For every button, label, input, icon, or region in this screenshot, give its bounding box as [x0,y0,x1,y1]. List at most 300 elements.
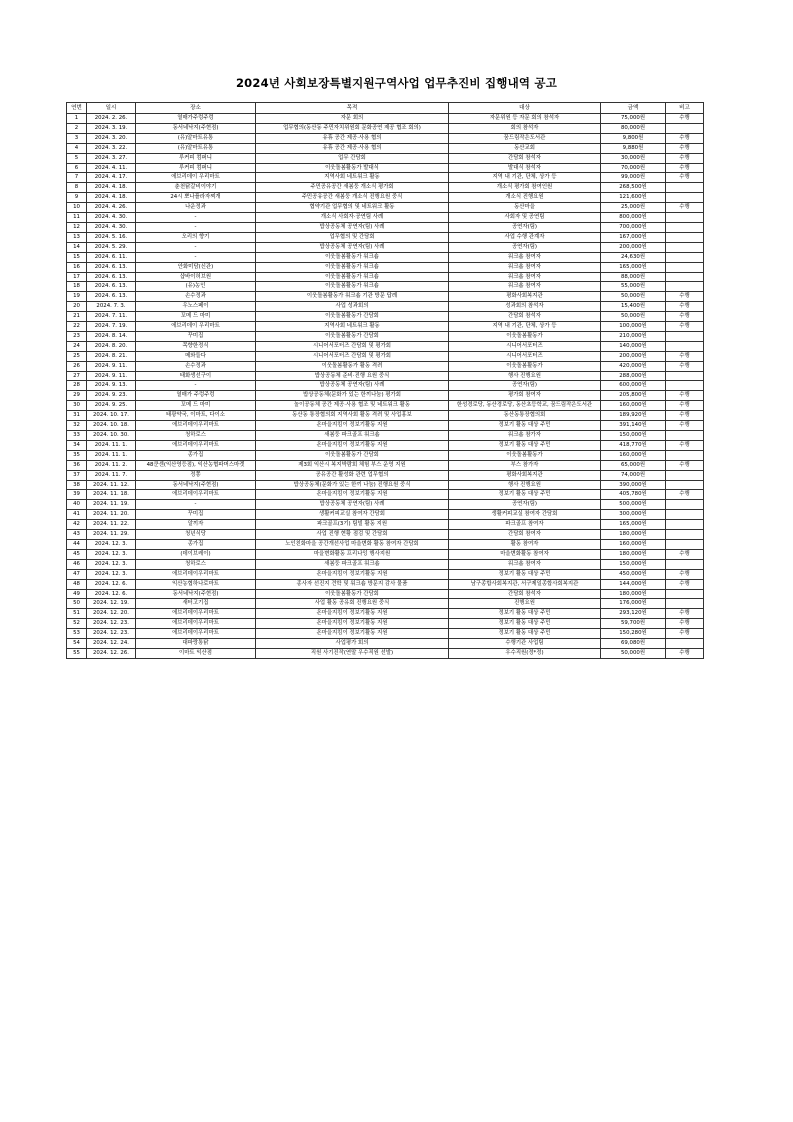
cell-target: 정보기 활동 대상 주민 [449,569,601,579]
cell-note: 수행 [666,114,704,124]
table-row [67,619,704,629]
cell-amount: 150,000원 [601,431,666,441]
cell-note [666,500,704,510]
cell-target: 정보기 활동 대상 주민 [449,421,601,431]
cell-place: 에브리데이 우리마트 [136,173,256,183]
cell-no: 3 [67,133,87,143]
cell-note: 수행 [666,153,704,163]
cell-place: - [136,213,256,223]
cell-date: 2024. 12. 24. [87,639,136,649]
cell-amount: 500,000원 [601,500,666,510]
cell-amount: 69,080원 [601,639,666,649]
cell-purpose: 이웃돌봄활동가 간담회 [256,589,449,599]
cell-target: 활동 참여자 [449,539,601,549]
cell-amount: 300,000원 [601,510,666,520]
cell-amount: 200,000원 [601,242,666,252]
cell-purpose: 업무 간담회 [256,153,449,163]
cell-note: 수행 [666,648,704,658]
header-place: 장소 [136,103,256,114]
cell-no: 41 [67,510,87,520]
cell-note [666,193,704,203]
cell-date: 2024. 7. 3. [87,302,136,312]
cell-no: 33 [67,431,87,441]
table-row [67,530,704,540]
cell-no: 53 [67,629,87,639]
cell-purpose: 새봄둥 파크골프 워크숍 [256,431,449,441]
cell-no: 21 [67,312,87,322]
table-row [67,569,704,579]
cell-place: - [136,252,256,262]
table-body [67,114,704,659]
cell-no: 19 [67,292,87,302]
table-row [67,193,704,203]
cell-date: 2024. 6. 13. [87,292,136,302]
cell-no: 30 [67,401,87,411]
table-row [67,272,704,282]
cell-purpose: 온마을지킴이 정보기활동 지원 [256,609,449,619]
cell-target: 개소식 평가회 참여인원 [449,183,601,193]
cell-no: 10 [67,203,87,213]
cell-date: 2024. 8. 14. [87,331,136,341]
cell-date: 2024. 12. 3. [87,539,136,549]
cell-purpose: 업무협의(동산동 주민자치위원회 문화공연 제공 협조 회의) [256,123,449,133]
cell-amount: 65,000원 [601,460,666,470]
cell-note: 수행 [666,322,704,332]
table-row [67,421,704,431]
cell-target: 워크숍 참가자 [449,431,601,441]
table-row [67,460,704,470]
table-row [67,401,704,411]
cell-target: 사회자 및 공연팀 [449,213,601,223]
cell-date: 2024. 2. 26. [87,114,136,124]
cell-no: 20 [67,302,87,312]
cell-place: 에브리데이우리마트 [136,619,256,629]
cell-amount: 70,000원 [601,163,666,173]
cell-note [666,262,704,272]
cell-place: 우노스페이 [136,302,256,312]
table-row [67,549,704,559]
cell-purpose: 종사자 선진지 견학 및 워크숍 방문지 감사 물품 [256,579,449,589]
cell-note [666,183,704,193]
cell-place: 목향한정식 [136,341,256,351]
cell-purpose: 자문 회의 [256,114,449,124]
cell-amount: 176,000원 [601,599,666,609]
cell-purpose: 사업평가 회의 [256,639,449,649]
cell-place: 알끼자 [136,520,256,530]
cell-purpose: 밥상공동체(문화가 있는 한끼 나눔) 진행요원 중식 [256,480,449,490]
cell-note [666,341,704,351]
cell-purpose: 파크골프(3기) 팀빌 활동 지원 [256,520,449,530]
cell-note: 수행 [666,133,704,143]
table-row [67,351,704,361]
cell-no: 47 [67,569,87,579]
table-row [67,114,704,124]
cell-target: 이웃돌봄활동가 [449,450,601,460]
cell-note [666,589,704,599]
cell-place: 종가집 [136,539,256,549]
cell-purpose: 밥상공동체 공연자(팀) 사례 [256,500,449,510]
cell-no: 43 [67,530,87,540]
cell-date: 2024. 12. 23. [87,629,136,639]
cell-no: 44 [67,539,87,549]
cell-target: 평화사회복지관 [449,292,601,302]
cell-note: 수행 [666,569,704,579]
cell-note [666,252,704,262]
cell-date: 2024. 4. 30. [87,213,136,223]
table-row [67,371,704,381]
cell-purpose: 유휴 공간 제공·사용 협의 [256,143,449,153]
cell-place: 나운정과 [136,203,256,213]
cell-no: 22 [67,322,87,332]
cell-date: 2024. 12. 23. [87,619,136,629]
cell-place: 꾸미집 [136,331,256,341]
cell-note [666,272,704,282]
cell-purpose: 이웃돌봄활동가 간담회 [256,331,449,341]
cell-date: 2024. 4. 18. [87,193,136,203]
table-row [67,431,704,441]
cell-no: 24 [67,341,87,351]
cell-place: 열매가 주렁주렁 [136,391,256,401]
cell-place: 루커피 컴퍼니 [136,163,256,173]
cell-no: 49 [67,589,87,599]
cell-date: 2024. 12. 26. [87,648,136,658]
cell-place: (데이브레이) [136,549,256,559]
table-row [67,639,704,649]
cell-note: 수행 [666,411,704,421]
cell-target: 한성경로당, 동산경로당, 동산초등학교, 꿈드림작은도서관 [449,401,601,411]
cell-date: 2024. 11. 12. [87,480,136,490]
table-row [67,232,704,242]
cell-note: 수행 [666,143,704,153]
cell-date: 2024. 3. 19. [87,123,136,133]
cell-target: 이웃돌봄활동가 [449,361,601,371]
cell-date: 2024. 12. 6. [87,579,136,589]
table-row [67,163,704,173]
cell-target: 워크숍 참여자 [449,252,601,262]
cell-no: 39 [67,490,87,500]
cell-no: 16 [67,262,87,272]
cell-date: 2024. 11. 19. [87,500,136,510]
cell-note [666,331,704,341]
cell-note [666,599,704,609]
cell-target: 마을변화활동 참여자 [449,549,601,559]
cell-place: - [136,500,256,510]
cell-place: 에브리데이우리마트 [136,440,256,450]
cell-target: 사업 수행 관계자 [449,232,601,242]
cell-date: 2024. 11. 29. [87,530,136,540]
cell-note [666,480,704,490]
document-title: 2024년 사회보장특별지원구역사업 업무추진비 집행내역 공고 [235,76,558,90]
cell-amount: 50,000원 [601,312,666,322]
cell-purpose: 이웃돌봄활동가 간담회 [256,450,449,460]
cell-purpose: 노인친화마을 공간개선사업 마을변화 활동 참여자 간담회 [256,539,449,549]
cell-purpose: 주민공유공간 새봄둥 개소식 평가회 [256,183,449,193]
cell-no: 34 [67,440,87,450]
cell-date: 2024. 9. 13. [87,381,136,391]
cell-date: 2024. 10. 30. [87,431,136,441]
cell-target: 발대식 참석자 [449,163,601,173]
cell-amount: 150,280원 [601,629,666,639]
cell-target: 생활커피교실 참여자 간담회 [449,510,601,520]
cell-date: 2024. 3. 20. [87,133,136,143]
cell-note [666,530,704,540]
cell-no: 26 [67,361,87,371]
cell-place: 안화미담(신관) [136,262,256,272]
cell-date: 2024. 7. 11. [87,312,136,322]
table-row [67,282,704,292]
cell-amount: 80,000원 [601,123,666,133]
cell-target: 자문위원 등 자문 회의 참석자 [449,114,601,124]
cell-no: 2 [67,123,87,133]
table-row [67,292,704,302]
cell-no: 40 [67,500,87,510]
cell-no: 12 [67,222,87,232]
cell-date: 2024. 12. 19. [87,599,136,609]
cell-note [666,242,704,252]
cell-note: 수행 [666,579,704,589]
cell-target: 공연자(팀) [449,381,601,391]
cell-purpose: 시니어서포터즈 간담회 및 평가회 [256,341,449,351]
cell-target: 지역 내 기관, 단체, 상가 등 [449,173,601,183]
header-no: 연번 [67,103,87,114]
cell-amount: 25,000원 [601,203,666,213]
cell-note: 수행 [666,173,704,183]
table-row [67,262,704,272]
cell-amount: 50,000원 [601,648,666,658]
cell-date: 2024. 9. 25. [87,401,136,411]
cell-note [666,559,704,569]
table-row [67,312,704,322]
table-row [67,500,704,510]
cell-target: 우수직원(정*정) [449,648,601,658]
cell-no: 25 [67,351,87,361]
cell-purpose: 협약기관 업무협의 및 네트워크 활동 [256,203,449,213]
cell-purpose: 온마을지킴이 정보기활동 지원 [256,440,449,450]
cell-no: 36 [67,460,87,470]
cell-no: 29 [67,391,87,401]
cell-purpose: 사업 진행 현황 점검 및 간담회 [256,530,449,540]
cell-note [666,431,704,441]
cell-no: 1 [67,114,87,124]
cell-purpose: 제3회 익산시 복지박람회 체험 부스 운영 지원 [256,460,449,470]
cell-amount: 100,000원 [601,322,666,332]
cell-note: 수행 [666,490,704,500]
cell-purpose: 이웃돌봄활동가 간담회 [256,312,449,322]
header-amount: 금액 [601,103,666,114]
table-row [67,143,704,153]
cell-place: 에브리데이우리마트 [136,569,256,579]
cell-note: 수행 [666,619,704,629]
cell-no: 4 [67,143,87,153]
table-row [67,133,704,143]
cell-amount: 55,000원 [601,282,666,292]
cell-no: 54 [67,639,87,649]
cell-target: 지역 내 기관, 단체, 상가 등 [449,322,601,332]
cell-note: 수행 [666,391,704,401]
cell-date: 2024. 8. 20. [87,341,136,351]
cell-amount: 99,000원 [601,173,666,183]
cell-purpose: 업무협의 및 간담회 [256,232,449,242]
table-row [67,302,704,312]
table-row [67,173,704,183]
cell-date: 2024. 4. 26. [87,203,136,213]
cell-note: 수행 [666,292,704,302]
table-row [67,381,704,391]
table-row [67,648,704,658]
cell-amount: 74,000원 [601,470,666,480]
cell-no: 31 [67,411,87,421]
cell-amount: 200,000원 [601,351,666,361]
cell-no: 11 [67,213,87,223]
cell-place: 손수정과 [136,361,256,371]
cell-target: 공연자(팀) [449,242,601,252]
cell-date: 2024. 12. 3. [87,569,136,579]
cell-place: (유)알마트유통 [136,133,256,143]
cell-amount: 30,000원 [601,153,666,163]
cell-note: 수행 [666,440,704,450]
cell-purpose: 밥상공동체(문화가 있는 한끼나눔) 평가회 [256,391,449,401]
cell-place: 동서네낙지(주현점) [136,123,256,133]
cell-target: 평가회 참여자 [449,391,601,401]
cell-purpose: 공유공간 활성화 관련 업무협의 [256,470,449,480]
cell-note [666,213,704,223]
cell-amount: 121,600원 [601,193,666,203]
cell-place: 이마트 익산점 [136,648,256,658]
cell-date: 2024. 12. 20. [87,609,136,619]
cell-target: 간담회 참석자 [449,312,601,322]
cell-note: 수행 [666,549,704,559]
cell-amount: 180,000원 [601,530,666,540]
cell-date: 2024. 6. 13. [87,282,136,292]
cell-amount: 210,000원 [601,331,666,341]
cell-purpose: 이웃돌봄활동가 워크숍 [256,282,449,292]
cell-date: 2024. 11. 18. [87,490,136,500]
cell-place: 대파랑통닭 [136,639,256,649]
cell-purpose: 새봄둥 파크골프 워크숍 [256,559,449,569]
cell-amount: 165,000원 [601,262,666,272]
cell-target: 성과회의 참석자 [449,302,601,312]
cell-target: 정보기 활동 대상 주민 [449,619,601,629]
cell-target: 워크숍 참여자 [449,559,601,569]
cell-amount: 9,800원 [601,133,666,143]
cell-amount: 268,500원 [601,183,666,193]
cell-target: 행사 진행요원 [449,371,601,381]
cell-no: 7 [67,173,87,183]
cell-purpose: 이웃돌봄활동가 활동 격려 [256,361,449,371]
cell-target: 행사 진행요원 [449,480,601,490]
cell-purpose: 밥상공동체 준비·진행 요원 중식 [256,371,449,381]
cell-place: 종가집 [136,450,256,460]
cell-amount: 165,000원 [601,520,666,530]
table-row [67,520,704,530]
table-header [67,103,704,114]
cell-date: 2024. 11. 1. [87,440,136,450]
cell-purpose: 지역사회 네트워크 활동 [256,173,449,183]
cell-place: 청년식당 [136,530,256,540]
cell-no: 14 [67,242,87,252]
cell-place: 춘천닭갈비이야기 [136,183,256,193]
cell-place: - [136,242,256,252]
cell-place: 태화생선구이 [136,371,256,381]
cell-place: 루커피 컴퍼니 [136,153,256,163]
cell-date: 2024. 9. 11. [87,361,136,371]
cell-amount: 15,400원 [601,302,666,312]
cell-no: 35 [67,450,87,460]
cell-purpose: 동산동 통장협의회 지역사회 활동 격려 및 사업홍보 [256,411,449,421]
cell-date: 2024. 6. 13. [87,272,136,282]
table-row [67,559,704,569]
cell-no: 51 [67,609,87,619]
table-row [67,222,704,232]
cell-purpose: 마을변화활동 프리나잉 행사지원 [256,549,449,559]
cell-place: 청하로스 [136,559,256,569]
cell-no: 46 [67,559,87,569]
cell-purpose: 개소식 사회자·공연팀 사례 [256,213,449,223]
cell-date: 2024. 9. 23. [87,391,136,401]
table-row [67,213,704,223]
cell-target: 정보기 활동 대상 주민 [449,440,601,450]
cell-note [666,381,704,391]
cell-place: 샵바이허브원 [136,272,256,282]
cell-date: 2024. 10. 17. [87,411,136,421]
cell-purpose: 사업 활동 공유회 진행요원 중식 [256,599,449,609]
cell-amount: 600,000원 [601,381,666,391]
table-row [67,579,704,589]
table-row [67,322,704,332]
cell-date: 2024. 4. 11. [87,163,136,173]
table-row [67,539,704,549]
cell-amount: 140,000원 [601,341,666,351]
cell-date: 2024. 5. 29. [87,242,136,252]
cell-amount: 180,000원 [601,549,666,559]
cell-target: 이웃돌봄활동가 [449,331,601,341]
cell-date: 2024. 4. 17. [87,173,136,183]
cell-target: 정보기 활동 대상 주민 [449,629,601,639]
header-note: 비고 [666,103,704,114]
cell-no: 42 [67,520,87,530]
cell-purpose: 주민공유공간 새봄둥 개소식 진행요원 중식 [256,193,449,203]
cell-note: 수행 [666,351,704,361]
table-row [67,629,704,639]
cell-place: 동서네낙지(주현점) [136,589,256,599]
cell-place: 태광약국, 이마트, 다이소 [136,411,256,421]
cell-purpose: 밥상공동체 공연자(팀) 사례 [256,242,449,252]
cell-amount: 405,780원 [601,490,666,500]
cell-amount: 75,000원 [601,114,666,124]
cell-place: 청하로스 [136,431,256,441]
cell-no: 48 [67,579,87,589]
cell-place: 꼬메 드 마미 [136,312,256,322]
cell-amount: 24,630원 [601,252,666,262]
cell-note [666,639,704,649]
header-date: 일시 [87,103,136,114]
cell-note [666,510,704,520]
cell-target: 워크숍 참여자 [449,262,601,272]
cell-date: 2024. 11. 1. [87,450,136,460]
cell-note: 수행 [666,203,704,213]
table-row [67,252,704,262]
cell-amount: 160,000원 [601,539,666,549]
cell-amount: 420,000원 [601,361,666,371]
cell-note: 수행 [666,460,704,470]
table-row [67,490,704,500]
cell-date: 2024. 10. 18. [87,421,136,431]
cell-place: - [136,381,256,391]
header-target: 대상 [449,103,601,114]
table-row [67,361,704,371]
cell-amount: 390,000원 [601,480,666,490]
cell-purpose: 이웃돌봄활동가 워크숍 [256,272,449,282]
